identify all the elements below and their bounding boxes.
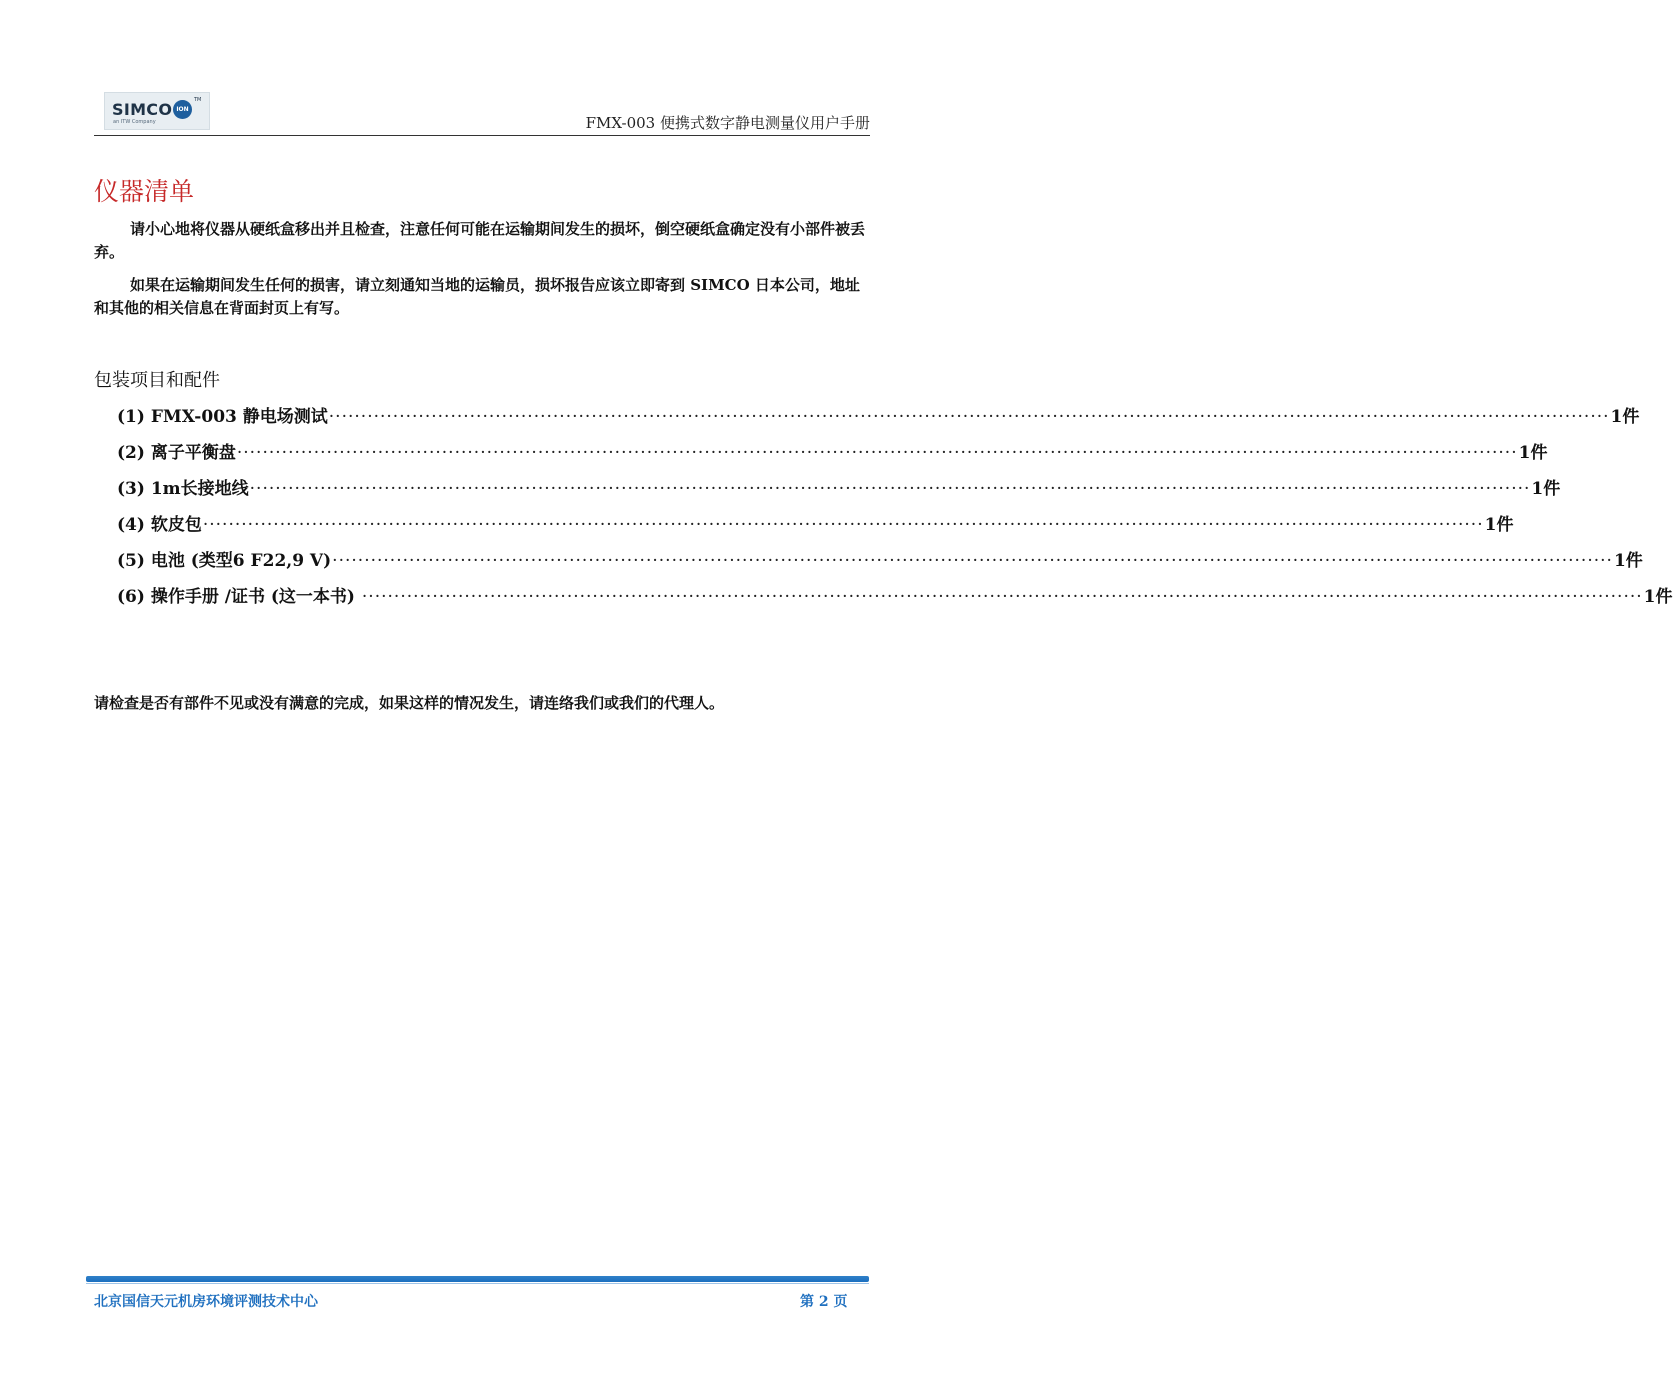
section-title: 仪器清单 xyxy=(94,177,195,206)
dot-leader: ········································································································································································································ xyxy=(361,587,1643,607)
simco-ion-logo xyxy=(104,92,210,130)
check-note: 请检查是否有部件不见或没有满意的完成，如果这样的情况发生，请连络我们或我们的代理人。 xyxy=(94,694,725,712)
logo-trademark: TM xyxy=(194,97,202,103)
item-label: (2) 离子平衡盘 xyxy=(117,443,236,463)
package-items-list xyxy=(117,402,1673,618)
dot-leader: ········································································································································································································ xyxy=(202,515,1484,535)
item-label: (3) 1m长接地线 xyxy=(117,479,249,499)
logo-wordmark: SIMCO xyxy=(112,100,173,119)
logo-ion-badge: ION xyxy=(173,100,192,119)
item-quantity: 1件 xyxy=(1613,551,1643,571)
list-item xyxy=(117,402,1640,438)
footer-bar xyxy=(86,1276,869,1282)
dot-leader: ········································································································································································································ xyxy=(328,407,1610,427)
footer-organization: 北京国信天元机房环境评测技术中心 xyxy=(94,1294,318,1310)
logo-subtitle: an ITW Company xyxy=(113,119,156,125)
list-item xyxy=(117,438,1548,474)
item-quantity: 1件 xyxy=(1531,479,1561,499)
dot-leader: ········································································································································································································ xyxy=(249,479,1531,499)
package-list-title: 包装项目和配件 xyxy=(94,370,220,391)
intro-paragraph-2: 如果在运输期间发生任何的损害，请立刻通知当地的运输员，损坏报告应该立即寄到 SIMCO 日本公司，地址和其他的相关信息在背面封页上有写。 xyxy=(94,276,860,317)
item-label: (4) 软皮包 xyxy=(117,515,202,535)
item-label: (6) 操作手册 /证书 (这一本书) xyxy=(117,587,361,607)
header-divider xyxy=(94,135,870,136)
dot-leader: ········································································································································································································ xyxy=(332,551,1613,571)
list-item xyxy=(117,510,1514,546)
item-quantity: 1件 xyxy=(1518,443,1548,463)
document-header-title: FMX-003 便携式数字静电测量仪用户手册 xyxy=(585,114,870,132)
list-item xyxy=(117,546,1643,582)
item-label: (1) FMX-003 静电场测试 xyxy=(117,407,328,427)
list-item xyxy=(117,474,1561,510)
intro-paragraph-1: 请小心地将仪器从硬纸盒移出并且检查，注意任何可能在运输期间发生的损坏，倒空硬纸盒确定没有小部件被丢弃。 xyxy=(94,220,866,261)
item-label: (5) 电池 (类型6 F22,9 V) xyxy=(117,551,332,571)
item-quantity: 1件 xyxy=(1610,407,1640,427)
item-quantity: 1件 xyxy=(1643,587,1673,607)
list-item xyxy=(117,582,1673,618)
footer-bar-underline xyxy=(86,1283,869,1284)
dot-leader: ········································································································································································································ xyxy=(236,443,1518,463)
item-quantity: 1件 xyxy=(1484,515,1514,535)
page-number: 第 2 页 xyxy=(800,1294,848,1310)
